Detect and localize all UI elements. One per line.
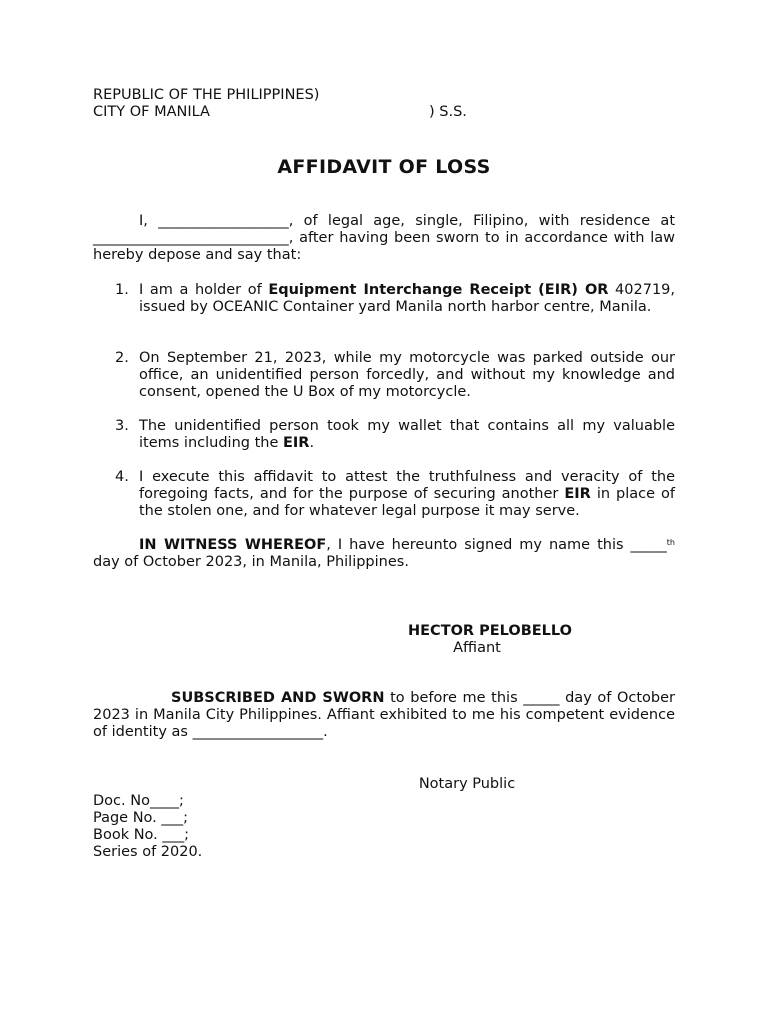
item-bold-text: EIR bbox=[282, 435, 310, 451]
intro-text: I, __________________, of legal age, single, Filipino, with residence at ___________________________, after having been sworn to in accordance with law hereby depose and say that: bbox=[93, 213, 675, 263]
series-year: Series of 2020. bbox=[93, 844, 203, 860]
venue-ss: ) S.S. bbox=[429, 104, 467, 120]
item-bold-text: EIR bbox=[564, 486, 591, 502]
page-number: Page No. ___; bbox=[93, 810, 189, 826]
witness-paragraph: IN WITNESS WHEREOF, I have hereunto signed my name this _____$^{th}$ day of October 2023, in Manila, Philippines. bbox=[93, 537, 675, 570]
affiant-role: Affiant bbox=[453, 640, 501, 656]
list-item: 4. I execute this affidavit to attest the truthfulness and veracity of the foregoing facts, and for the purpose of securing another EIR in place of the stolen one, and for whatever legal purpose it may serve. bbox=[115, 469, 675, 519]
item-number: 2. bbox=[115, 350, 129, 366]
book-number: Book No. ___; bbox=[93, 827, 190, 843]
affiant-name: HECTOR PELOBELLO bbox=[408, 623, 572, 639]
list-item: 1. I am a holder of Equipment Interchange Receipt (EIR) OR 402719, issued by OCEANIC Container yard Manila north harbor centre, Manila. bbox=[115, 282, 675, 315]
notary-public-label: Notary Public bbox=[418, 776, 516, 792]
document-title: AFFIDAVIT OF LOSS bbox=[277, 156, 491, 178]
item-number: 3. bbox=[115, 418, 129, 434]
list-item: 2. On September 21, 2023, while my motorcycle was parked outside our office, an unidentified person forcedly, and without my knowledge and consent, opened the U Box of my motorcycle. bbox=[115, 350, 675, 400]
doc-number: Doc. No____; bbox=[93, 793, 184, 809]
jurat-paragraph: SUBSCRIBED AND SWORN to before me this _____ day of October 2023 in Manila City Philippines. Affiant exhibited to me his competent evidence of identity as __________________. bbox=[93, 690, 675, 740]
witness-heading: IN WITNESS WHEREOF bbox=[139, 537, 327, 553]
item-number: 1. bbox=[115, 282, 129, 298]
intro-paragraph bbox=[93, 213, 675, 264]
jurat-heading: SUBSCRIBED AND SWORN bbox=[171, 690, 385, 706]
list-item: 3. The unidentified person took my wallet that contains all my valuable items including the EIR. bbox=[115, 418, 675, 451]
item-number: 4. bbox=[115, 469, 129, 485]
notarial-register bbox=[93, 793, 675, 861]
item-bold-text: Equipment Interchange Receipt (EIR) OR bbox=[268, 282, 609, 298]
venue-city: CITY OF MANILA bbox=[93, 104, 210, 120]
venue-header bbox=[93, 87, 675, 121]
venue-republic: REPUBLIC OF THE PHILIPPINES) bbox=[93, 87, 320, 103]
